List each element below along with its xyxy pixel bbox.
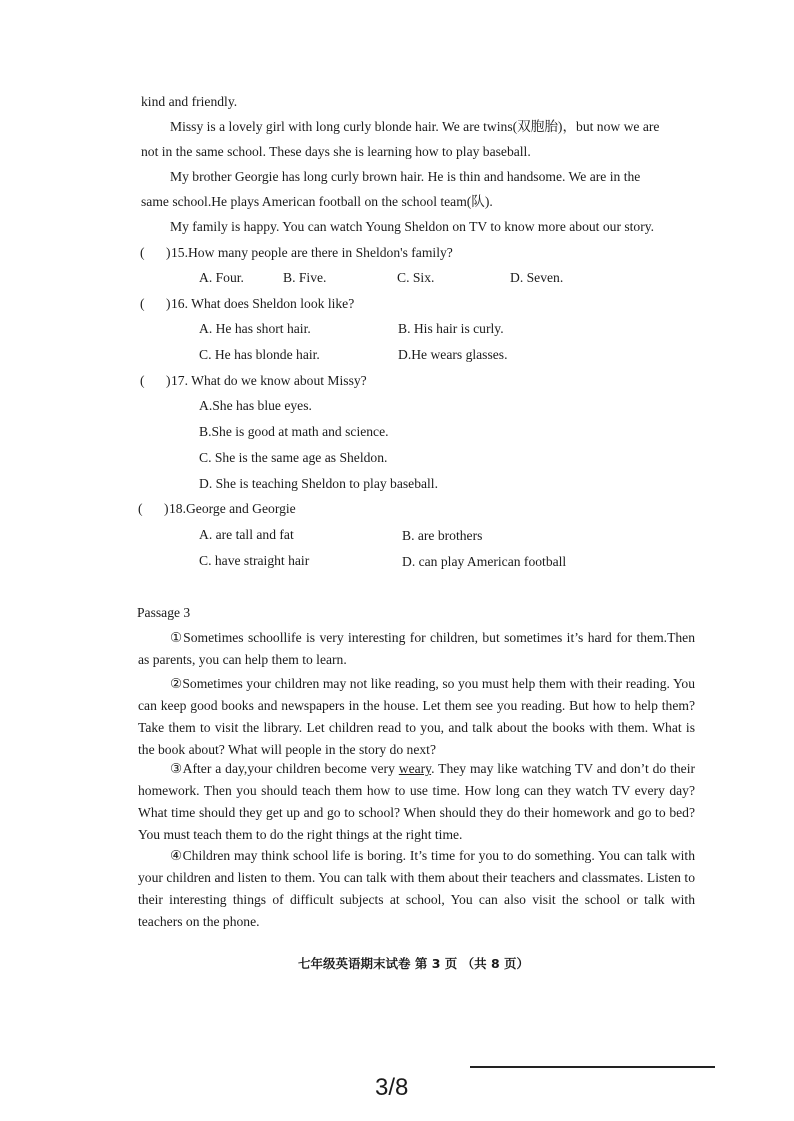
option-c: C. She is the same age as Sheldon. [199, 450, 388, 465]
answer-bracket-open: ( [138, 501, 143, 516]
option-a: A. He has short hair. [199, 321, 311, 336]
answer-bracket-close: ) [166, 245, 171, 260]
option-d: D. can play American football [402, 554, 567, 569]
answer-bracket-open: ( [140, 373, 145, 388]
answer-bracket-close: ) [166, 373, 171, 388]
option-c: C. He has blonde hair. [199, 347, 320, 362]
question-stem: 18.George and Georgie [169, 501, 296, 516]
passage-line: My family is happy. You can watch Young Sheldon on TV to know more about our story. [170, 219, 655, 234]
option-a: A. are tall and fat [199, 527, 294, 542]
paragraph-text: ③After a day,your children become very [170, 761, 399, 776]
question-stem: 16. What does Sheldon look like? [171, 296, 355, 311]
option-c: C. have straight hair [199, 553, 310, 568]
passage-line: kind and friendly. [141, 94, 238, 109]
answer-bracket-close: ) [166, 296, 171, 311]
answer-bracket-open: ( [140, 245, 145, 260]
underlined-word: weary [398, 761, 432, 776]
question-stem: 17. What do we know about Missy? [171, 373, 367, 388]
passage-paragraph-1: ①Sometimes schoollife is very interesting for children, but sometimes it’s hard for them.Then as parents, you can help them to learn. [138, 630, 695, 667]
option-b: B. are brothers [402, 528, 483, 543]
option-d: D. Seven. [510, 270, 564, 285]
passage-line: My brother Georgie has long curly brown hair. He is thin and handsome. We are in the [170, 169, 641, 184]
paragraph-text: . They may like watching TV and don’t do their homework. Then you should teach them how to use time. How long can they watch TV every day? What time should they get up and go to school? When should they do their homework and go to bed? You must teach them to do the right things at the right time. [138, 761, 696, 842]
passage-paragraph-3 [138, 758, 695, 846]
passage-line: same school.He plays American football on the school team(队). [141, 194, 493, 209]
option-b: B.She is good at math and science. [199, 424, 389, 439]
divider [470, 1066, 715, 1068]
answer-bracket-open: ( [140, 296, 145, 311]
passage-line: Missy is a lovely girl with long curly blonde hair. We are twins(双胞胎)，but now we are [170, 119, 660, 134]
question-stem: 15.How many people are there in Sheldon's family? [171, 245, 453, 260]
passage-heading: Passage 3 [137, 605, 191, 620]
passage-line: not in the same school. These days she is learning how to play baseball. [141, 144, 531, 159]
page-footer: 七年级英语期末试卷 第 3 页 （共 8 页） [298, 956, 530, 971]
option-b: B. Five. [283, 270, 327, 285]
option-b: B. His hair is curly. [398, 321, 504, 336]
page-number: 3/8 [375, 1074, 409, 1101]
option-a: A. Four. [199, 270, 244, 285]
option-c: C. Six. [397, 270, 435, 285]
option-d: D. She is teaching Sheldon to play baseball. [199, 476, 438, 491]
option-a: A.She has blue eyes. [199, 398, 312, 413]
passage-paragraph-4: ④Children may think school life is boring. It’s time for you to do something. You can talk with your children and listen to them. You can talk with them about their teachers and classmates. Listen to their interesting things of difficult subjects at school, You can also visit the school or talk with teachers on the phone. [138, 848, 695, 929]
answer-bracket-close: ) [164, 501, 169, 516]
option-d: D.He wears glasses. [398, 347, 508, 362]
passage-paragraph-2: ②Sometimes your children may not like reading, so you must help them with their reading. You can keep good books and newspapers in the house. Let them see you reading. But how to help them? Take them to visit the library. Let children read to you, and talk about the books with them. What is the book about? What will people in the story do next? [138, 676, 695, 757]
